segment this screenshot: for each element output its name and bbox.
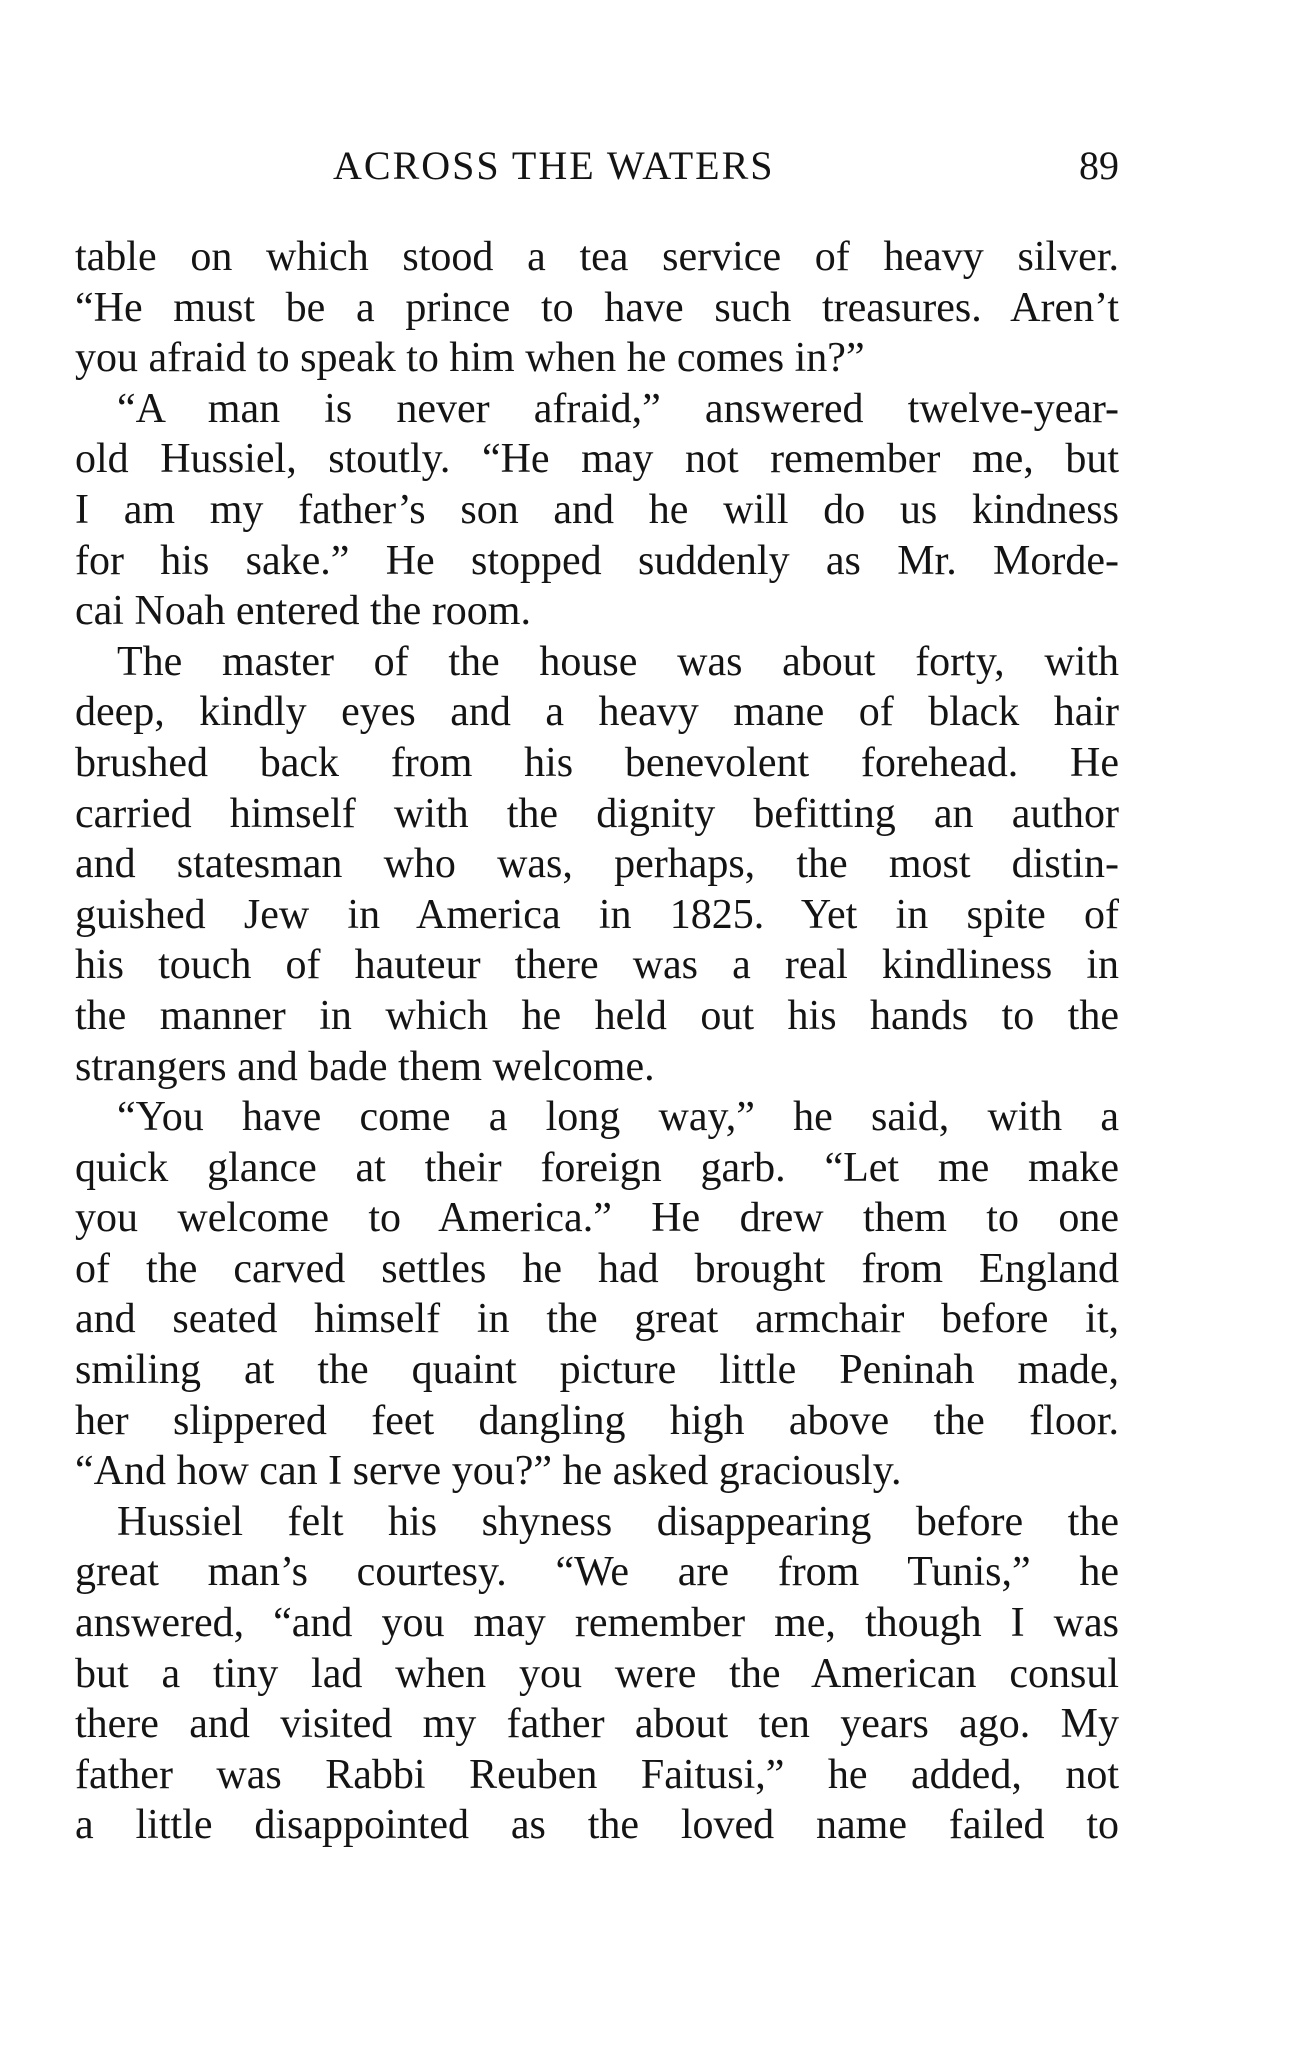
- running-head: [75, 142, 1119, 202]
- text-line: you welcome to America.” He drew them to one: [75, 1195, 1119, 1242]
- text-line: you afraid to speak to him when he comes in?”: [75, 335, 865, 382]
- text-line: the manner in which he held out his hands to the: [75, 992, 1119, 1039]
- text-line: great man’s courtesy. “We are from Tunis,” he: [75, 1549, 1119, 1596]
- text-line: a little disappointed as the loved name failed to: [75, 1802, 1119, 1849]
- text-line: old Hussiel, stoutly. “He may not remember me, but: [75, 436, 1119, 483]
- chapter-title: ACROSS THE WATERS: [333, 143, 775, 188]
- text-line: The master of the house was about forty, with: [117, 638, 1119, 685]
- text-line: Hussiel felt his shyness disappearing before the: [117, 1498, 1119, 1545]
- text-line: father was Rabbi Reuben Faitusi,” he added, not: [75, 1751, 1119, 1798]
- page-number: 89: [1079, 143, 1119, 188]
- text-line: “A man is never afraid,” answered twelve-year-: [117, 385, 1119, 432]
- text-line: deep, kindly eyes and a heavy mane of black hair: [75, 689, 1119, 736]
- text-line: I am my father’s son and he will do us kindness: [75, 486, 1119, 533]
- text-line: and seated himself in the great armchair before it,: [75, 1296, 1119, 1343]
- text-line: her slippered feet dangling high above the floor.: [75, 1397, 1119, 1444]
- text-line: guished Jew in America in 1825. Yet in spite of: [75, 891, 1119, 938]
- text-line: strangers and bade them welcome.: [75, 1043, 655, 1090]
- text-line: “You have come a long way,” he said, with a: [117, 1094, 1119, 1141]
- text-line: for his sake.” He stopped suddenly as Mr. Morde-: [75, 537, 1119, 584]
- body-text: [75, 232, 1119, 1851]
- text-line: his touch of hauteur there was a real kindliness in: [75, 942, 1119, 989]
- text-line: of the carved settles he had brought from England: [75, 1245, 1119, 1292]
- text-line: and statesman who was, perhaps, the most distin-: [75, 841, 1119, 888]
- text-line: there and visited my father about ten years ago. My: [75, 1701, 1119, 1748]
- text-line: brushed back from his benevolent forehead. He: [75, 739, 1119, 786]
- text-line: quick glance at their foreign garb. “Let me make: [75, 1144, 1119, 1191]
- text-line: carried himself with the dignity befitting an author: [75, 790, 1119, 837]
- text-line: but a tiny lad when you were the American consul: [75, 1650, 1119, 1697]
- text-line: smiling at the quaint picture little Peninah made,: [75, 1347, 1119, 1394]
- text-line: table on which stood a tea service of heavy silver.: [75, 234, 1119, 280]
- text-line: “And how can I serve you?” he asked graciously.: [75, 1448, 902, 1495]
- text-line: “He must be a prince to have such treasures. Aren’t: [75, 284, 1119, 331]
- text-line: cai Noah entered the room.: [75, 588, 531, 635]
- text-line: answered, “and you may remember me, though I was: [75, 1600, 1119, 1647]
